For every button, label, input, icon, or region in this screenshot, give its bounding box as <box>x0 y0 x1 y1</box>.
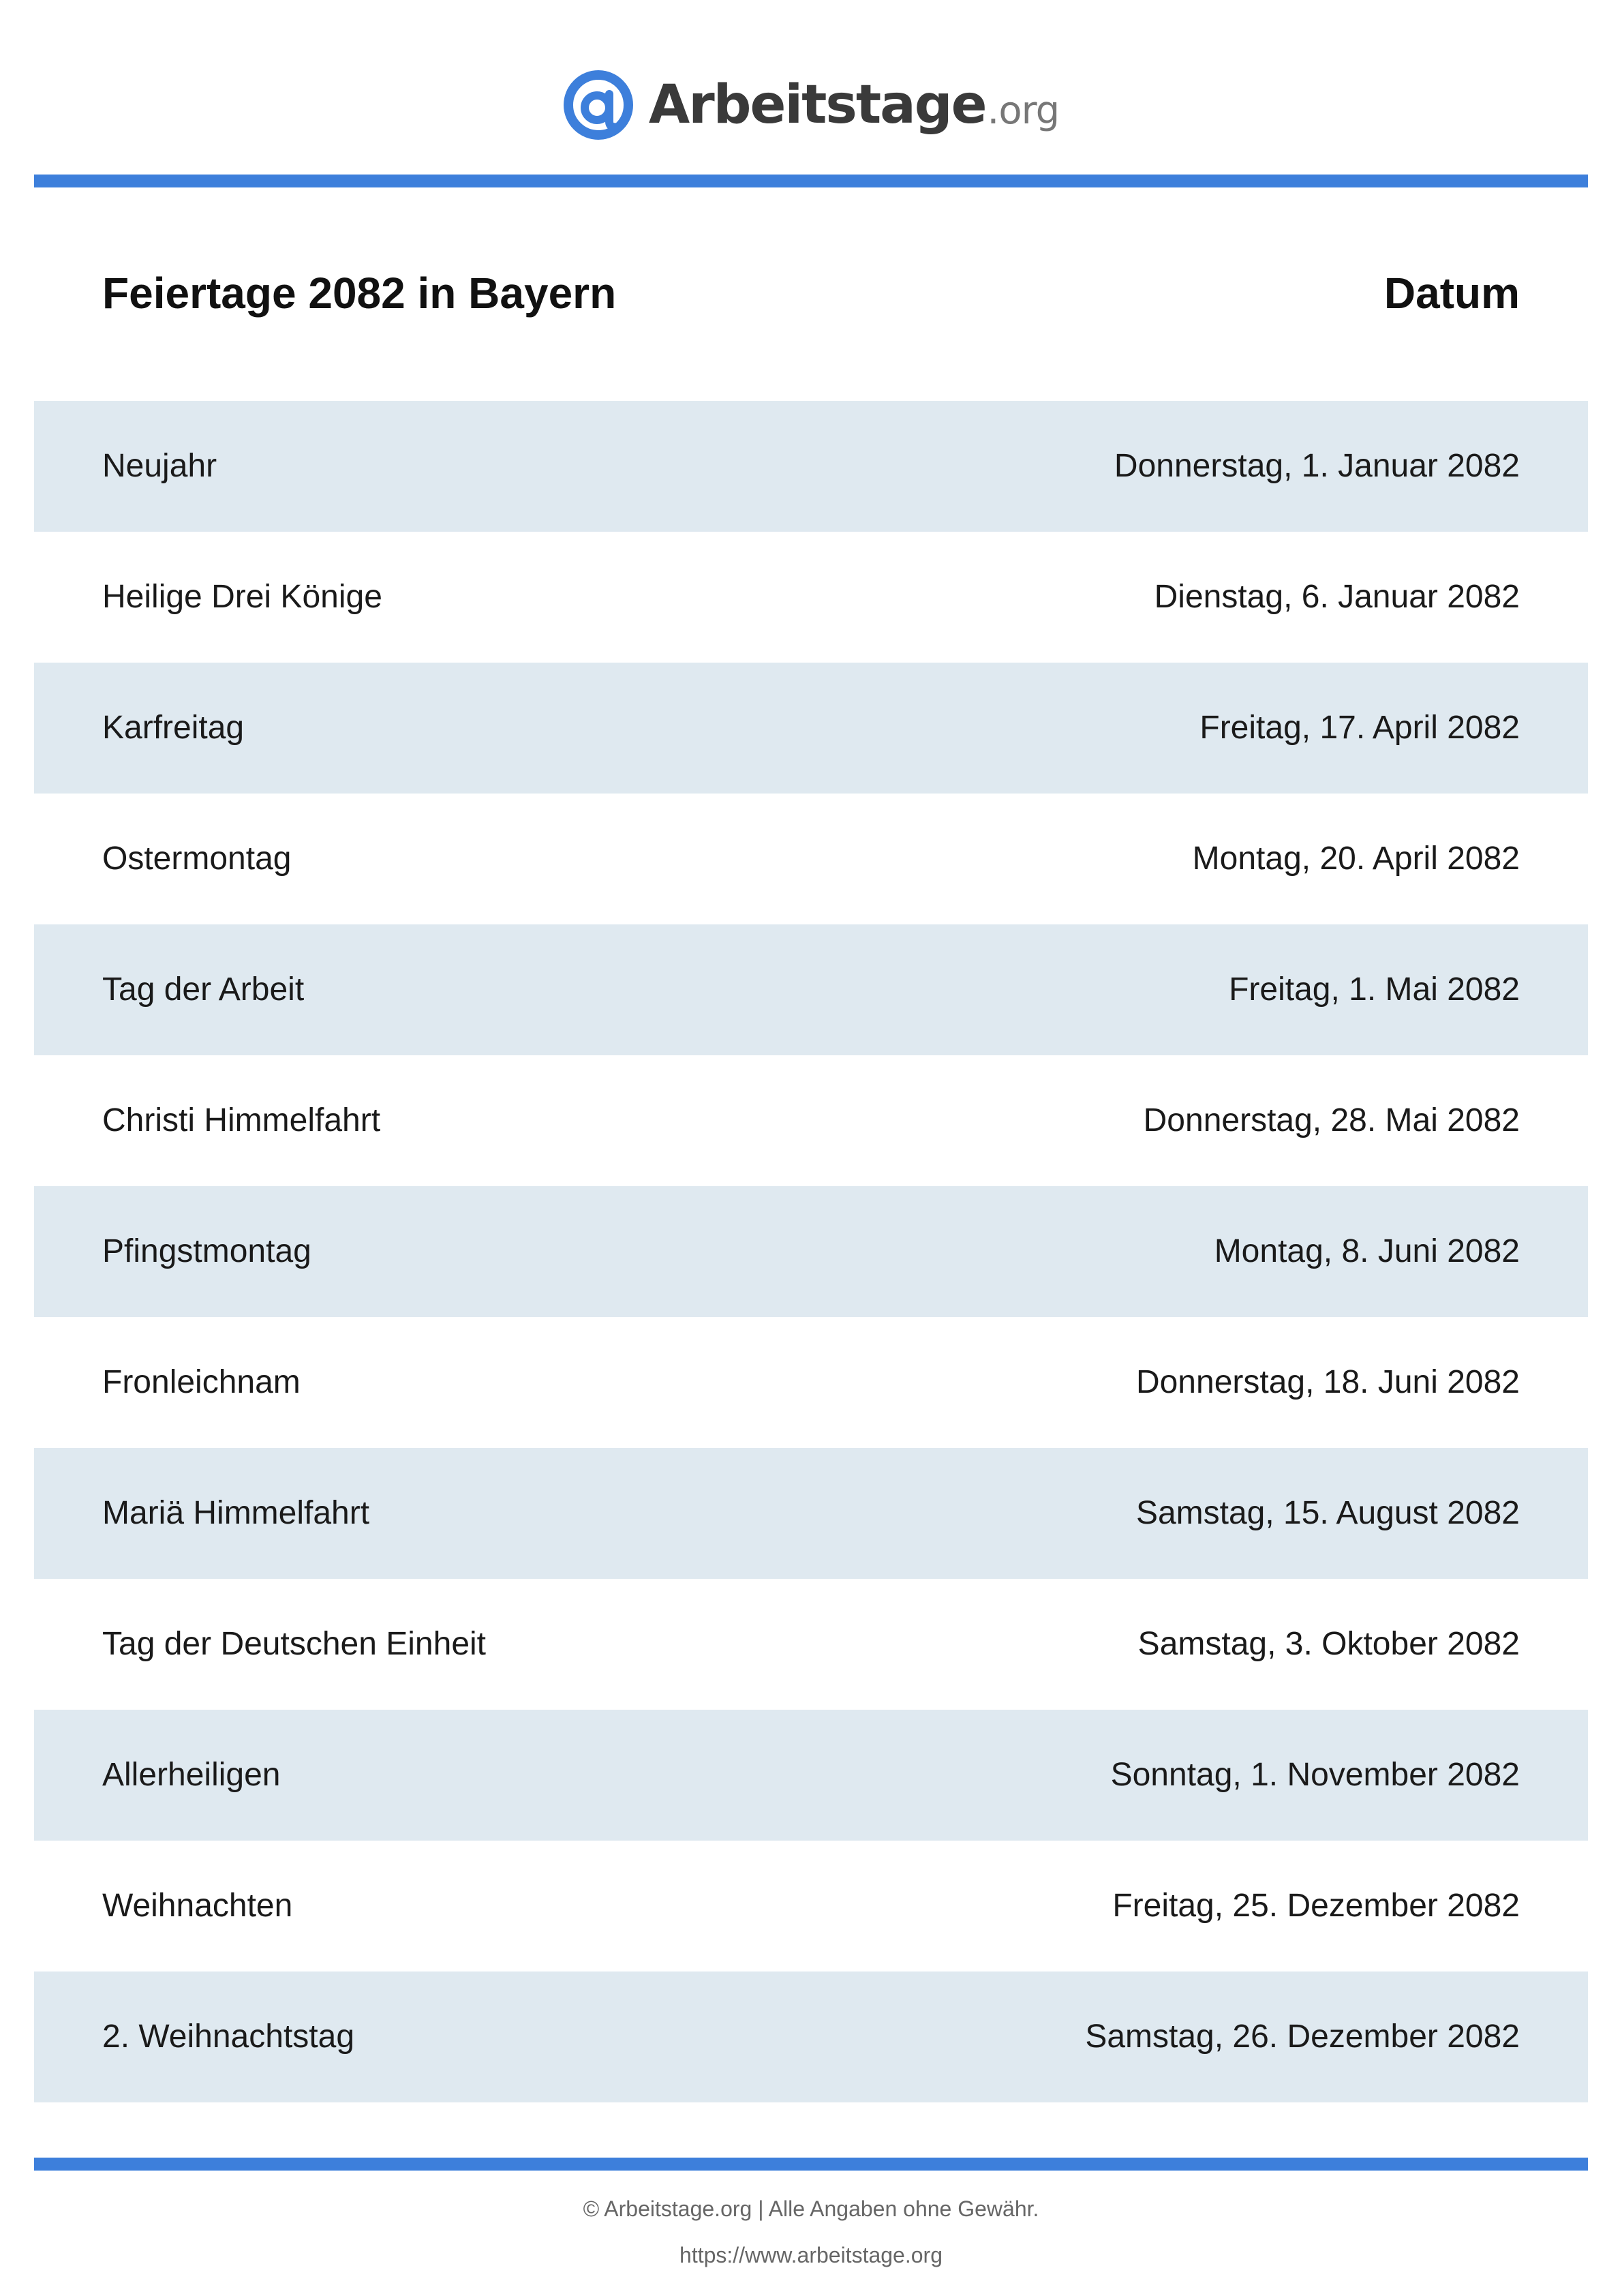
holiday-name: Karfreitag <box>102 710 245 746</box>
holiday-date: Samstag, 3. Oktober 2082 <box>1137 1626 1520 1662</box>
page-header <box>0 0 1622 177</box>
top-divider <box>34 175 1588 187</box>
holiday-date: Montag, 8. Juni 2082 <box>1214 1233 1520 1269</box>
holiday-name: 2. Weihnachtstag <box>102 2019 355 2055</box>
table-header <box>34 256 1588 331</box>
holiday-name: Christi Himmelfahrt <box>102 1102 381 1138</box>
footer-copyright: © Arbeitstage.org | Alle Angaben ohne Gewähr. <box>583 2196 1039 2221</box>
at-sign-icon <box>563 70 634 140</box>
holiday-date: Sonntag, 1. November 2082 <box>1110 1757 1520 1793</box>
table-row <box>34 401 1588 532</box>
holiday-name: Neujahr <box>102 448 217 484</box>
holiday-name: Tag der Deutschen Einheit <box>102 1626 487 1662</box>
logo-tld: .org <box>987 88 1060 133</box>
holiday-date: Donnerstag, 28. Mai 2082 <box>1143 1102 1520 1138</box>
holiday-name: Fronleichnam <box>102 1364 301 1400</box>
table-row <box>34 1841 1588 1972</box>
logo-name: Arbeitstage <box>648 74 986 136</box>
table-row <box>34 924 1588 1055</box>
table-row <box>34 1579 1588 1710</box>
site-logo[interactable] <box>0 70 1622 140</box>
holiday-date: Freitag, 17. April 2082 <box>1199 710 1520 746</box>
holiday-date: Montag, 20. April 2082 <box>1192 841 1520 877</box>
holiday-date: Freitag, 1. Mai 2082 <box>1229 971 1520 1008</box>
holiday-date: Donnerstag, 1. Januar 2082 <box>1114 448 1520 484</box>
table-row <box>34 1448 1588 1579</box>
holiday-date: Samstag, 15. August 2082 <box>1135 1495 1520 1531</box>
bottom-divider <box>34 2158 1588 2171</box>
table-row <box>34 1055 1588 1186</box>
holiday-date: Freitag, 25. Dezember 2082 <box>1112 1888 1520 1924</box>
holiday-name: Heilige Drei Könige <box>102 579 382 615</box>
holiday-date: Samstag, 26. Dezember 2082 <box>1085 2019 1520 2055</box>
holiday-name: Mariä Himmelfahrt <box>102 1495 370 1531</box>
table-row <box>34 1972 1588 2102</box>
table-row <box>34 532 1588 663</box>
holiday-name: Weihnachten <box>102 1888 293 1924</box>
holiday-date: Dienstag, 6. Januar 2082 <box>1154 579 1520 615</box>
date-column-heading: Datum <box>1383 269 1520 318</box>
holiday-date: Donnerstag, 18. Juni 2082 <box>1135 1364 1520 1400</box>
holiday-table <box>34 401 1588 2102</box>
table-row <box>34 1186 1588 1317</box>
table-row <box>34 1317 1588 1448</box>
page-title: Feiertage 2082 in Bayern <box>102 269 617 318</box>
holiday-name: Allerheiligen <box>102 1757 281 1793</box>
table-row <box>34 794 1588 924</box>
holiday-name: Ostermontag <box>102 841 292 877</box>
holiday-name: Pfingstmontag <box>102 1233 311 1269</box>
footer-url[interactable]: https://www.arbeitstage.org <box>679 2243 943 2267</box>
holiday-name: Tag der Arbeit <box>102 971 305 1008</box>
table-row <box>34 1710 1588 1841</box>
table-row <box>34 663 1588 794</box>
